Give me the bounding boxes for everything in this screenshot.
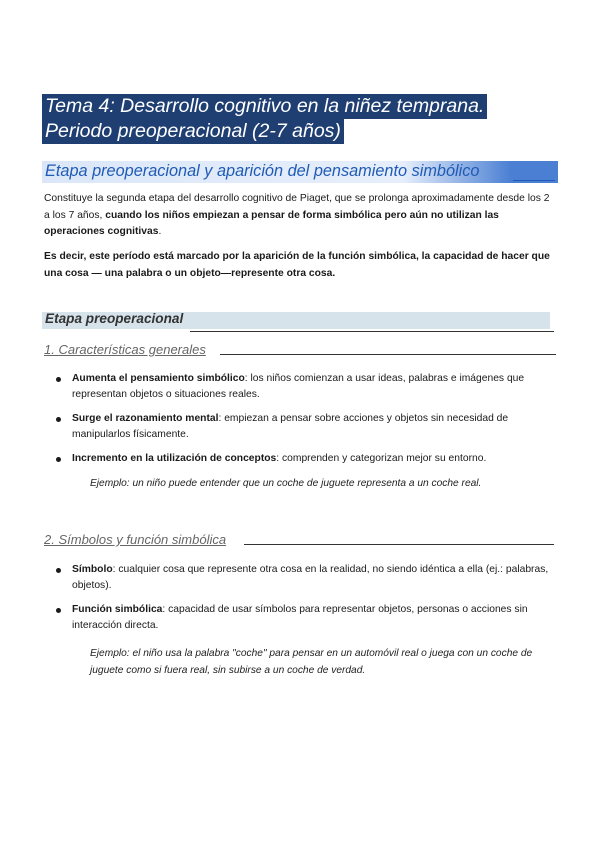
list-item-term: Función simbólica — [72, 604, 163, 615]
subsection-heading: Etapa preoperacional — [45, 311, 184, 326]
list-item-term: Aumenta el pensamiento simbólico — [72, 373, 245, 384]
bullet-icon — [56, 608, 61, 613]
list-item-text: : capacidad de usar símbolos para representar objetos, personas o acciones sin interacción directa. — [72, 604, 528, 631]
subsection-heading-rule — [190, 331, 554, 332]
list-item — [56, 411, 554, 443]
section-heading: Etapa preoperacional y aparición del pensamiento simbólico — [45, 162, 480, 180]
bullet-icon — [56, 417, 61, 422]
part1-heading-rule — [220, 354, 556, 355]
definition-paragraph: Es decir, este período está marcado por la aparición de la función simbólica, la capacidad de hacer que una cosa — una palabra o un objeto—represente otra cosa. — [44, 251, 550, 279]
list-item-term: Símbolo — [72, 564, 113, 575]
title-line-2: Periodo preoperacional (2-7 años) — [42, 119, 344, 144]
list-item-text: : empiezan a pensar sobre acciones y objetos sin necesidad de manipularlos físicamente. — [72, 413, 509, 440]
section-heading-band — [42, 161, 558, 183]
part2-heading-rule — [244, 544, 554, 545]
bullet-icon — [56, 377, 61, 382]
list-item — [56, 371, 554, 403]
intro-text: Constituye la segunda etapa del desarrollo cognitivo de Piaget, que se prolonga aproximadamente desde los 2 a los 7 años, — [44, 193, 550, 221]
bullet-icon — [56, 568, 61, 573]
intro-bold-text: cuando los niños empiezan a pensar de forma simbólica pero aún no utilizan las operaciones cognitivas — [44, 209, 499, 237]
intro-period: . — [158, 226, 162, 237]
subsection-heading-band — [42, 312, 550, 329]
part2-list — [56, 562, 554, 642]
part1-heading — [44, 342, 206, 357]
list-item-term: Surge el razonamiento mental — [72, 413, 219, 424]
list-item — [56, 451, 554, 467]
list-item — [56, 602, 554, 634]
part2-heading — [44, 532, 226, 547]
part2-heading-label: 2. Símbolos y función simbólica — [44, 532, 227, 547]
list-item-text: : comprenden y categorizan mejor su entorno. — [276, 453, 487, 464]
list-item-text: : los niños comienzan a usar ideas, palabras e imágenes que representan objetos o situaciones reales. — [72, 373, 525, 400]
title-line-1: Tema 4: Desarrollo cognitivo en la niñez temprana. — [42, 94, 487, 119]
document-title — [42, 94, 562, 144]
part2-example: Ejemplo: el niño usa la palabra "coche" para pensar en un automóvil real o juega con un coche de juguete como si fuera real, sin subirse a un coche de verdad. — [90, 648, 533, 676]
list-item-text: : cualquier cosa que represente otra cosa en la realidad, no siendo idéntica a ella (ej.: palabras, objetos). — [72, 564, 549, 591]
part1-heading-label: 1. Características generales — [44, 342, 206, 357]
part1-list — [56, 371, 554, 475]
bullet-icon — [56, 457, 61, 462]
intro-paragraph — [44, 191, 554, 241]
list-item — [56, 562, 554, 594]
part1-example: Ejemplo: un niño puede entender que un coche de juguete representa a un coche real. — [90, 478, 482, 489]
section-heading-rule — [513, 162, 555, 181]
list-item-term: Incremento en la utilización de conceptos — [72, 453, 277, 464]
